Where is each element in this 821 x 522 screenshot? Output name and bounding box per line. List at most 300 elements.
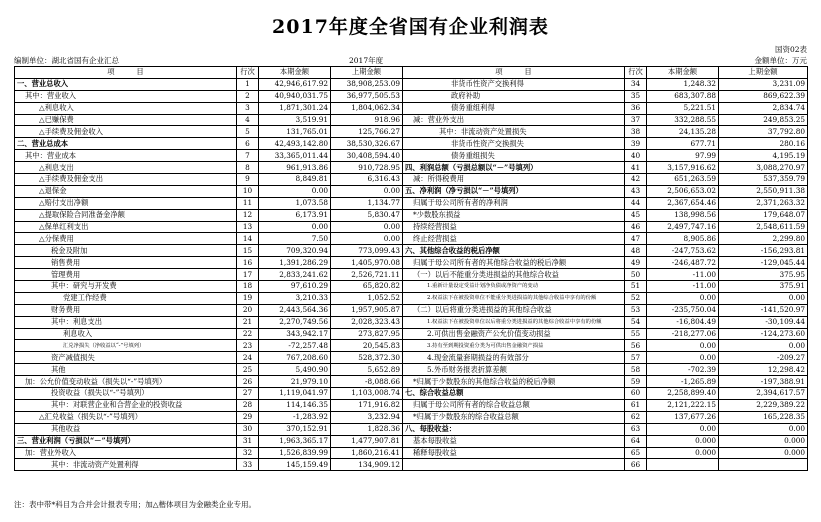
prior-amount: 0.00 <box>331 221 403 233</box>
item-label: 税金及附加 <box>15 245 237 257</box>
item-label: 政府补助 <box>403 90 625 102</box>
row-number: 3 <box>237 102 259 114</box>
item-label: 债务重组损失 <box>403 150 625 162</box>
row-number: 23 <box>237 340 259 352</box>
item-label: △汇兑收益（损失以“-”号填列） <box>15 411 237 423</box>
prior-amount: -209.27 <box>719 352 808 364</box>
prior-amount: 1,828.36 <box>331 423 403 435</box>
row-number: 45 <box>625 209 647 221</box>
item-label: 其中：营业成本 <box>15 150 237 162</box>
item-label: 终止经营损益 <box>403 233 625 245</box>
prior-amount: 910,728.95 <box>331 162 403 174</box>
row-number: 15 <box>237 245 259 257</box>
item-label: 归属于母公司所有者的综合收益总额 <box>403 399 625 411</box>
table-row <box>15 174 808 186</box>
current-amount: 677.71 <box>647 138 719 150</box>
item-label: 其他 <box>15 364 237 376</box>
prior-amount: 1,477,907.81 <box>331 435 403 447</box>
prior-amount: 918.96 <box>331 114 403 126</box>
table-row <box>15 185 808 197</box>
header-current-right: 本期金额 <box>647 67 719 79</box>
current-amount: 1,526,839.99 <box>259 447 331 459</box>
item-label: 二、营业总成本 <box>15 138 237 150</box>
item-label: 加：公允价值变动收益（损失以“-”号填列） <box>15 376 237 388</box>
row-number: 4 <box>237 114 259 126</box>
row-number: 54 <box>625 316 647 328</box>
table-row <box>15 78 808 90</box>
footnote: 注：表中带*科目为合并会计报表专用；加△楷体项目为金融类企业专用。 <box>14 500 257 509</box>
item-label: 非货币性资产交换利得 <box>403 78 625 90</box>
current-amount: 332,288.55 <box>647 114 719 126</box>
prior-amount: 280.16 <box>719 138 808 150</box>
table-body <box>15 78 808 470</box>
prior-amount: 528,372.30 <box>331 352 403 364</box>
table-row <box>15 376 808 388</box>
current-amount: 0.00 <box>259 185 331 197</box>
current-amount: 138,998.56 <box>647 209 719 221</box>
item-label: 资产减值损失 <box>15 352 237 364</box>
row-number: 43 <box>625 185 647 197</box>
prior-amount: -129,045.44 <box>719 257 808 269</box>
row-number: 7 <box>237 150 259 162</box>
prior-amount: 0.000 <box>719 435 808 447</box>
item-label: △退保金 <box>15 185 237 197</box>
prior-amount: 38,908,253.09 <box>331 78 403 90</box>
current-amount: -1,265.89 <box>647 376 719 388</box>
table-row <box>15 102 808 114</box>
item-label: △分保费用 <box>15 233 237 245</box>
row-number: 17 <box>237 269 259 281</box>
header-row-no-left: 行次 <box>237 67 259 79</box>
current-amount: 1,963,365.17 <box>259 435 331 447</box>
table-row <box>15 162 808 174</box>
row-number: 34 <box>625 78 647 90</box>
current-amount: 97.99 <box>647 150 719 162</box>
current-amount: 2,497,747.16 <box>647 221 719 233</box>
current-amount: -218,277.06 <box>647 328 719 340</box>
amount-unit: 金额单位：万元 <box>754 56 807 65</box>
current-amount: 0.00 <box>647 292 719 304</box>
row-number: 18 <box>237 281 259 293</box>
form-number: 国资02表 <box>774 45 807 54</box>
table-row <box>15 209 808 221</box>
current-amount: -72,257.48 <box>259 340 331 352</box>
item-label: 党建工作经费 <box>15 292 237 304</box>
row-number: 30 <box>237 423 259 435</box>
item-label: 其中：非流动资产处置利得 <box>15 459 237 471</box>
prior-amount: 869,622.39 <box>719 90 808 102</box>
current-amount: 3,157,916.62 <box>647 162 719 174</box>
header-prior-left: 上期金额 <box>331 67 403 79</box>
current-amount: 42,493,142.80 <box>259 138 331 150</box>
item-label: 1.重新计量设定受益计划净负债或净资产的变动 <box>403 281 625 293</box>
current-amount: 2,258,899.40 <box>647 388 719 400</box>
current-amount: -11.00 <box>647 269 719 281</box>
current-amount: -16,804.49 <box>647 316 719 328</box>
table-header-row <box>15 67 808 79</box>
row-number: 59 <box>625 376 647 388</box>
row-number: 57 <box>625 352 647 364</box>
table-row <box>15 328 808 340</box>
row-number: 10 <box>237 185 259 197</box>
prior-amount: -8,088.66 <box>331 376 403 388</box>
row-number: 5 <box>237 126 259 138</box>
table-row <box>15 126 808 138</box>
current-amount: 145,159.49 <box>259 459 331 471</box>
row-number: 42 <box>625 174 647 186</box>
table-row <box>15 435 808 447</box>
row-number: 28 <box>237 399 259 411</box>
current-amount: 6,173.91 <box>259 209 331 221</box>
row-number: 33 <box>237 459 259 471</box>
row-number: 56 <box>625 340 647 352</box>
row-number: 19 <box>237 292 259 304</box>
prior-amount: 1,860,216.41 <box>331 447 403 459</box>
header-current-left: 本期金额 <box>259 67 331 79</box>
prior-amount: 2,394,617.57 <box>719 388 808 400</box>
row-number: 62 <box>625 411 647 423</box>
item-label: 其中：营业收入 <box>15 90 237 102</box>
item-label: （二）以后将重分类进损益的其他综合收益 <box>403 304 625 316</box>
header-item-right: 项 目 <box>403 67 625 79</box>
item-label: 汇兑净损失（净收益以“-”号填列） <box>15 340 237 352</box>
table-row <box>15 90 808 102</box>
current-amount: 137,677.26 <box>647 411 719 423</box>
prior-amount <box>719 459 808 471</box>
item-label: △利息收入 <box>15 102 237 114</box>
item-label: 持续经营损益 <box>403 221 625 233</box>
current-amount: -247,753.62 <box>647 245 719 257</box>
current-amount: 370,152.91 <box>259 423 331 435</box>
item-label: 稀释每股收益 <box>403 447 625 459</box>
prior-amount: 171,916.82 <box>331 399 403 411</box>
prior-amount: 375.91 <box>719 281 808 293</box>
item-label: 四、利润总额（亏损总额以“－”号填列） <box>403 162 625 174</box>
prior-amount: 30,408,594.40 <box>331 150 403 162</box>
row-number: 46 <box>625 221 647 233</box>
row-number: 24 <box>237 352 259 364</box>
row-number: 64 <box>625 435 647 447</box>
current-amount: 5,490.90 <box>259 364 331 376</box>
current-amount: 131,765.01 <box>259 126 331 138</box>
item-label: △保单红利支出 <box>15 221 237 233</box>
report-year: 2017年度 <box>349 56 384 65</box>
prior-amount: 0.00 <box>719 423 808 435</box>
report-meta <box>14 55 807 65</box>
current-amount: 33,365,011.44 <box>259 150 331 162</box>
row-number: 52 <box>625 292 647 304</box>
current-amount: 2,367,654.46 <box>647 197 719 209</box>
item-label: 2.权益法下在被投资单位不能重分类进损益的其他综合收益中享有的份额 <box>403 292 625 304</box>
item-label: 销售费用 <box>15 257 237 269</box>
prior-amount: 0.000 <box>719 447 808 459</box>
row-number: 36 <box>625 102 647 114</box>
item-label: 管理费用 <box>15 269 237 281</box>
item-label: 利息收入 <box>15 328 237 340</box>
row-number: 13 <box>237 221 259 233</box>
item-label: 一、营业总收入 <box>15 78 237 90</box>
current-amount: 7.50 <box>259 233 331 245</box>
prior-amount: 2,548,611.59 <box>719 221 808 233</box>
row-number: 12 <box>237 209 259 221</box>
prior-amount: 165,228.35 <box>719 411 808 423</box>
current-amount: -702.39 <box>647 364 719 376</box>
table-row <box>15 364 808 376</box>
table-row <box>15 233 808 245</box>
row-number: 32 <box>237 447 259 459</box>
row-number: 47 <box>625 233 647 245</box>
prior-amount: 125,766.27 <box>331 126 403 138</box>
table-row <box>15 114 808 126</box>
row-number: 35 <box>625 90 647 102</box>
preparing-unit: 编制单位：湖北省国有企业汇总 <box>14 56 119 65</box>
row-number: 48 <box>625 245 647 257</box>
current-amount: 0.00 <box>647 423 719 435</box>
current-amount: -246,487.72 <box>647 257 719 269</box>
table-row <box>15 352 808 364</box>
prior-amount: 3,088,270.97 <box>719 162 808 174</box>
current-amount: 1,871,301.24 <box>259 102 331 114</box>
current-amount: 0.00 <box>647 352 719 364</box>
prior-amount: 3,231.09 <box>719 78 808 90</box>
row-number: 66 <box>625 459 647 471</box>
table-row <box>15 257 808 269</box>
prior-amount: -156,293.81 <box>719 245 808 257</box>
current-amount <box>647 459 719 471</box>
item-label: 其中：非流动资产处置损失 <box>403 126 625 138</box>
current-amount: 5,221.51 <box>647 102 719 114</box>
current-amount: 2,270,749.56 <box>259 316 331 328</box>
row-number: 38 <box>625 126 647 138</box>
table-row <box>15 150 808 162</box>
prior-amount: 5,652.89 <box>331 364 403 376</box>
table-row <box>15 447 808 459</box>
row-number: 65 <box>625 447 647 459</box>
item-label: 六、其他综合收益的税后净额 <box>403 245 625 257</box>
item-label: 非货币性资产交换损失 <box>403 138 625 150</box>
row-number: 26 <box>237 376 259 388</box>
row-number: 6 <box>237 138 259 150</box>
current-amount: 0.00 <box>647 340 719 352</box>
item-label: 5.外币财务报表折算差额 <box>403 364 625 376</box>
table-row <box>15 281 808 293</box>
prior-amount: 4,195.19 <box>719 150 808 162</box>
current-amount: 343,942.17 <box>259 328 331 340</box>
current-amount: -235,750.04 <box>647 304 719 316</box>
row-number: 41 <box>625 162 647 174</box>
current-amount: 24,135.28 <box>647 126 719 138</box>
row-number: 14 <box>237 233 259 245</box>
table-row <box>15 197 808 209</box>
row-number: 58 <box>625 364 647 376</box>
prior-amount: 179,648.07 <box>719 209 808 221</box>
report-title: 2017年度全省国有企业利润表 <box>272 16 549 38</box>
row-number: 9 <box>237 174 259 186</box>
item-label: △提取保险合同准备金净额 <box>15 209 237 221</box>
table-row <box>15 221 808 233</box>
current-amount: 2,833,241.62 <box>259 269 331 281</box>
row-number: 39 <box>625 138 647 150</box>
item-label: 归属于母公司所有者的其他综合收益的税后净额 <box>403 257 625 269</box>
item-label <box>403 459 625 471</box>
row-number: 20 <box>237 304 259 316</box>
prior-amount: 1,957,905.87 <box>331 304 403 316</box>
row-number: 31 <box>237 435 259 447</box>
prior-amount: 1,052.52 <box>331 292 403 304</box>
item-label: △已赚保费 <box>15 114 237 126</box>
current-amount: 651,263.59 <box>647 174 719 186</box>
current-amount: 1,391,286.29 <box>259 257 331 269</box>
prior-amount: 134,909.12 <box>331 459 403 471</box>
row-number: 50 <box>625 269 647 281</box>
current-amount: 21,979.10 <box>259 376 331 388</box>
prior-amount: 375.95 <box>719 269 808 281</box>
prior-amount: 1,134.77 <box>331 197 403 209</box>
table-row <box>15 411 808 423</box>
item-label: *少数股东损益 <box>403 209 625 221</box>
row-number: 61 <box>625 399 647 411</box>
prior-amount: 38,530,326.67 <box>331 138 403 150</box>
item-label: △手续费及佣金收入 <box>15 126 237 138</box>
item-label: 债务重组利得 <box>403 102 625 114</box>
item-label: 2.可供出售金融资产公允价值变动损益 <box>403 328 625 340</box>
current-amount: 0.000 <box>647 435 719 447</box>
prior-amount: 3,232.94 <box>331 411 403 423</box>
prior-amount: 2,834.74 <box>719 102 808 114</box>
item-label: 五、净利润（净亏损以“－”号填列） <box>403 185 625 197</box>
current-amount: 961,913.86 <box>259 162 331 174</box>
current-amount: 1,119,041.97 <box>259 388 331 400</box>
item-label: 其他收益 <box>15 423 237 435</box>
prior-amount: 2,550,911.38 <box>719 185 808 197</box>
current-amount: 42,946,617.92 <box>259 78 331 90</box>
current-amount: 40,940,031.75 <box>259 90 331 102</box>
current-amount: 1,248.32 <box>647 78 719 90</box>
header-item-left: 项 目 <box>15 67 237 79</box>
prior-amount: -197,388.91 <box>719 376 808 388</box>
row-number: 37 <box>625 114 647 126</box>
item-label: 其中：对联营企业和合营企业的投资收益 <box>15 399 237 411</box>
header-row-no-right: 行次 <box>625 67 647 79</box>
prior-amount: -30,109.44 <box>719 316 808 328</box>
item-label: 三、营业利润（亏损以“－”号填列） <box>15 435 237 447</box>
row-number: 27 <box>237 388 259 400</box>
current-amount: 709,320.94 <box>259 245 331 257</box>
prior-amount: 0.00 <box>719 340 808 352</box>
prior-amount: 773,099.43 <box>331 245 403 257</box>
table-row <box>15 292 808 304</box>
item-label: 其中：研究与开发费 <box>15 281 237 293</box>
current-amount: 2,443,564.36 <box>259 304 331 316</box>
prior-amount: 249,853.25 <box>719 114 808 126</box>
current-amount: 1,073.58 <box>259 197 331 209</box>
current-amount: 8,905.86 <box>647 233 719 245</box>
table-row <box>15 245 808 257</box>
current-amount: 2,506,653.02 <box>647 185 719 197</box>
current-amount: 97,610.29 <box>259 281 331 293</box>
item-label: 减：所得税费用 <box>403 174 625 186</box>
table-row <box>15 269 808 281</box>
prior-amount: -141,520.97 <box>719 304 808 316</box>
item-label: △赔付支出净额 <box>15 197 237 209</box>
prior-amount: 37,792.80 <box>719 126 808 138</box>
item-label: （一）以后不能重分类进损益的其他综合收益 <box>403 269 625 281</box>
current-amount: -11.00 <box>647 281 719 293</box>
income-statement-table <box>14 66 808 471</box>
prior-amount: 2,526,721.11 <box>331 269 403 281</box>
header-prior-right: 上期金额 <box>719 67 808 79</box>
item-label: 归属于母公司所有者的净利润 <box>403 197 625 209</box>
current-amount: -1,283.92 <box>259 411 331 423</box>
item-label: △利息支出 <box>15 162 237 174</box>
row-number: 29 <box>237 411 259 423</box>
row-number: 21 <box>237 316 259 328</box>
table-row <box>15 423 808 435</box>
row-number: 55 <box>625 328 647 340</box>
prior-amount: 2,028,323.43 <box>331 316 403 328</box>
prior-amount: 0.00 <box>719 292 808 304</box>
prior-amount: 65,820.82 <box>331 281 403 293</box>
table-row <box>15 316 808 328</box>
current-amount: 767,208.60 <box>259 352 331 364</box>
table-row <box>15 459 808 471</box>
item-label: 七、综合收益总额 <box>403 388 625 400</box>
current-amount: 0.000 <box>647 447 719 459</box>
table-row <box>15 399 808 411</box>
row-number: 53 <box>625 304 647 316</box>
current-amount: 2,121,222.15 <box>647 399 719 411</box>
prior-amount: 20,545.83 <box>331 340 403 352</box>
row-number: 63 <box>625 423 647 435</box>
current-amount: 0.00 <box>259 221 331 233</box>
table-row <box>15 138 808 150</box>
prior-amount: 273,827.95 <box>331 328 403 340</box>
prior-amount: 537,359.79 <box>719 174 808 186</box>
prior-amount: 12,298.42 <box>719 364 808 376</box>
item-label: *归属于少数股东的综合收益总额 <box>403 411 625 423</box>
item-label: 3.持有至到期投资重分类为可供出售金融资产损益 <box>403 340 625 352</box>
table-row <box>15 388 808 400</box>
prior-amount: -124,273.60 <box>719 328 808 340</box>
item-label: *归属于少数股东的其他综合收益的税后净额 <box>403 376 625 388</box>
row-number: 16 <box>237 257 259 269</box>
row-number: 60 <box>625 388 647 400</box>
row-number: 1 <box>237 78 259 90</box>
item-label: 基本每股收益 <box>403 435 625 447</box>
item-label: △手续费及佣金支出 <box>15 174 237 186</box>
row-number: 2 <box>237 90 259 102</box>
row-number: 8 <box>237 162 259 174</box>
current-amount: 114,146.35 <box>259 399 331 411</box>
item-label: 投资收益（损失以“-”号填列） <box>15 388 237 400</box>
row-number: 25 <box>237 364 259 376</box>
row-number: 49 <box>625 257 647 269</box>
row-number: 22 <box>237 328 259 340</box>
prior-amount: 6,316.43 <box>331 174 403 186</box>
prior-amount: 2,371,263.32 <box>719 197 808 209</box>
prior-amount: 0.00 <box>331 185 403 197</box>
current-amount: 683,307.88 <box>647 90 719 102</box>
item-label: 财务费用 <box>15 304 237 316</box>
table-row <box>15 304 808 316</box>
row-number: 11 <box>237 197 259 209</box>
prior-amount: 5,830.47 <box>331 209 403 221</box>
current-amount: 3,519.91 <box>259 114 331 126</box>
prior-amount: 0.00 <box>331 233 403 245</box>
prior-amount: 36,977,505.53 <box>331 90 403 102</box>
current-amount: 8,849.81 <box>259 174 331 186</box>
table-row <box>15 340 808 352</box>
